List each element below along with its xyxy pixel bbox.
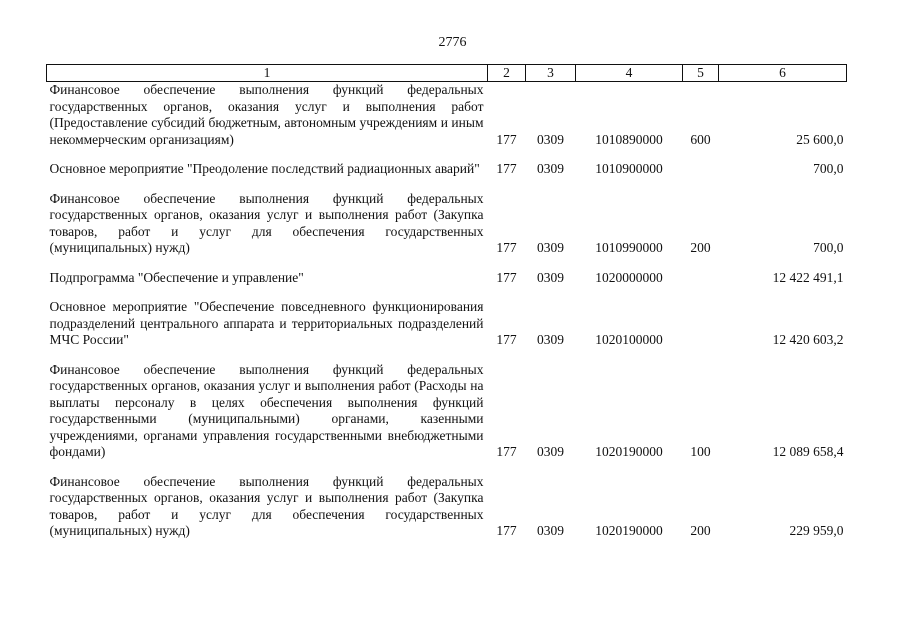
header-col-1: 1 [47, 65, 488, 82]
row-name: Финансовое обеспечение выполнения функций федеральных государственных органов, оказания услуг и выполнения работ (Закупка товаров, работ и услуг для обеспечения государственных (муниципальных) нужд) [49, 190, 484, 255]
budget-table [46, 64, 847, 540]
row-ministry: 177 [496, 523, 517, 538]
row-amount: 229 959,0 [789, 523, 844, 538]
row-expense-type: 600 [690, 131, 711, 147]
header-col-3: 3 [526, 65, 576, 82]
row-ministry: 177 [496, 332, 517, 347]
row-name: Финансовое обеспечение выполнения функций федеральных государственных органов, оказания услуг и выполнения работ (Закупка товаров, работ и услуг для обеспечения государственных (муниципальных) нужд) [49, 473, 484, 538]
row-section: 0309 [537, 269, 564, 285]
row-section: 0309 [537, 332, 564, 347]
row-name: Основное мероприятие "Обеспечение повседневного функционирования подразделений центрального аппарата и территориальных подразделений МЧС России" [49, 299, 484, 347]
row-amount: 700,0 [813, 161, 844, 176]
row-gap [47, 257, 847, 270]
header-col-5: 5 [683, 65, 719, 82]
row-ministry: 177 [496, 269, 517, 285]
row-target-article: 1010890000 [595, 131, 663, 147]
row-amount: 12 422 491,1 [772, 269, 844, 285]
table-row [47, 270, 847, 287]
row-name: Подпрограмма "Обеспечение и управление" [49, 269, 304, 285]
row-expense-type: 200 [690, 523, 711, 538]
row-name: Финансовое обеспечение выполнения функций федеральных государственных органов, оказания услуг и выполнения работ (Предоставление субсидий бюджетным, автономным учреждениям и иным некоммерческим организациям) [49, 82, 484, 147]
row-expense-type [683, 161, 719, 178]
header-row [47, 65, 847, 82]
header-col-2: 2 [488, 65, 526, 82]
row-section: 0309 [537, 523, 564, 538]
row-target-article: 1010990000 [595, 240, 663, 255]
page-number: 2776 [438, 35, 467, 50]
row-section: 0309 [537, 131, 564, 147]
row-section: 0309 [537, 240, 564, 255]
row-section: 0309 [537, 444, 564, 459]
table-row [47, 299, 847, 349]
header-col-6: 6 [719, 65, 847, 82]
row-expense-type: 100 [690, 444, 711, 459]
table-row [47, 161, 847, 178]
row-name: Основное мероприятие "Преодоление последствий радиационных аварий" [49, 161, 480, 176]
table-body [47, 82, 847, 540]
row-ministry: 177 [496, 240, 517, 255]
table-row [47, 191, 847, 257]
row-gap [47, 286, 847, 299]
table-row [47, 362, 847, 461]
row-gap [47, 148, 847, 161]
table-row [47, 474, 847, 540]
row-amount: 25 600,0 [796, 131, 844, 147]
row-expense-type [683, 270, 719, 287]
row-ministry: 177 [496, 161, 517, 176]
row-target-article: 1020000000 [595, 269, 663, 285]
row-ministry: 177 [496, 444, 517, 459]
row-target-article: 1010900000 [595, 161, 663, 176]
header-col-4: 4 [576, 65, 683, 82]
row-expense-type [683, 299, 719, 349]
row-name: Финансовое обеспечение выполнения функций федеральных государственных органов, оказания услуг и выполнения работ (Расходы на выплаты персоналу в целях обеспечения выполнения функций государственными (муниципальными) органами, казенными учреждениями, органами управления государственными внебюджетными фондами) [49, 361, 484, 459]
row-expense-type: 200 [690, 240, 711, 255]
row-gap [47, 349, 847, 362]
row-amount: 12 420 603,2 [772, 332, 844, 347]
row-amount: 12 089 658,4 [772, 444, 844, 459]
row-section: 0309 [537, 161, 564, 176]
row-target-article: 1020100000 [595, 332, 663, 347]
row-target-article: 1020190000 [595, 444, 663, 459]
row-amount: 700,0 [813, 240, 844, 255]
row-gap [47, 178, 847, 191]
row-gap [47, 461, 847, 474]
table-header [47, 65, 847, 82]
row-ministry: 177 [496, 131, 517, 147]
table-row [47, 82, 847, 149]
row-target-article: 1020190000 [595, 523, 663, 538]
